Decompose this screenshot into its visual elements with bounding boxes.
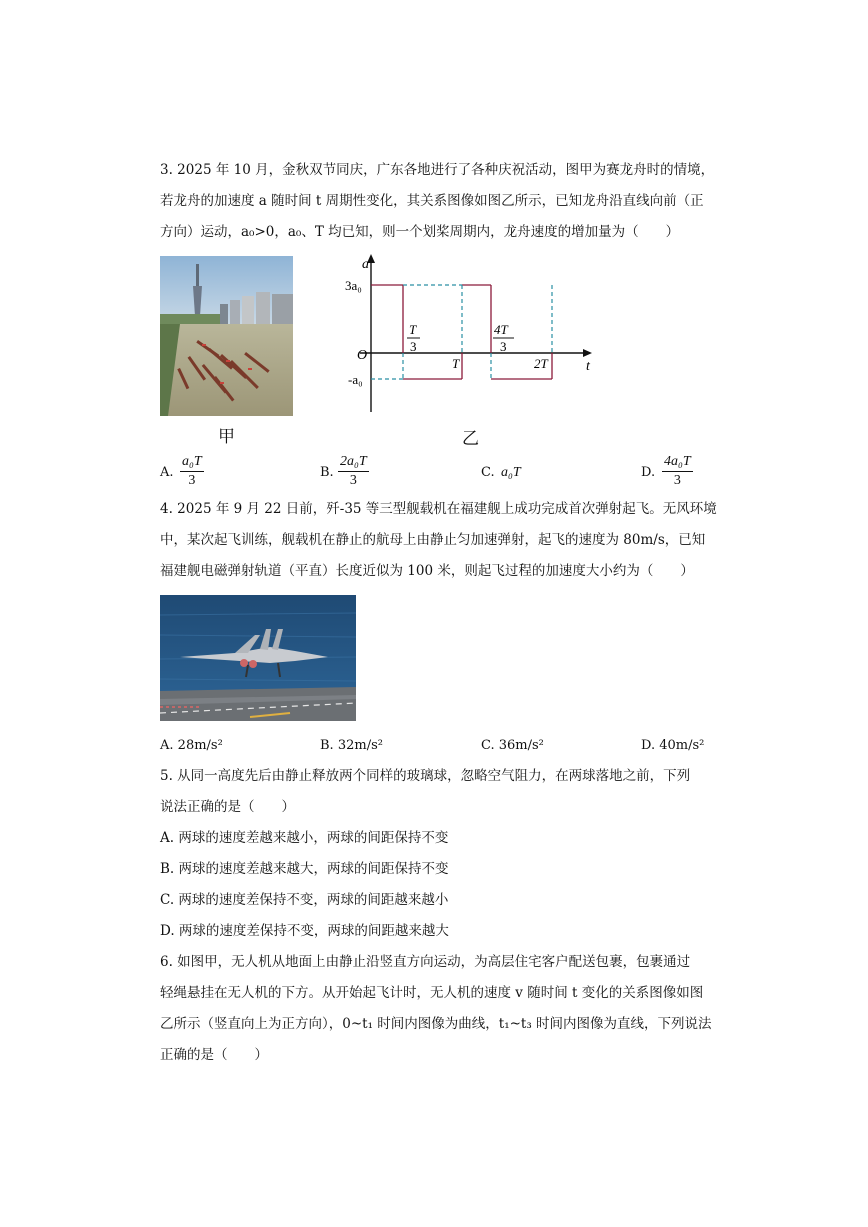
graph-origin-label: O	[357, 348, 368, 363]
tick-T3-num: T	[409, 322, 417, 337]
graph-caption-yi: 乙	[462, 429, 479, 449]
graph-label-a: a	[362, 257, 369, 272]
a-t-graph	[340, 252, 602, 420]
q3-option-a-fraction	[180, 454, 204, 489]
q3-option-d-letter: D.	[641, 465, 656, 480]
q4-line-1: 4. 2025 年 9 月 22 日前，歼-35 等三型舰载机在福建舰上成功完成首次弹射起飞。无风环境	[160, 501, 717, 517]
photo-caption-jia: 甲	[218, 427, 235, 447]
q6-line-1: 6. 如图甲，无人机从地面上由静止沿竖直方向运动，为高层住宅客户配送包裹，包裹通过	[160, 954, 691, 970]
q3-option-a-den: 3	[188, 473, 196, 488]
graph-label-3a0: 3a₀	[345, 278, 362, 293]
tick-4T3-num: 4T	[494, 322, 508, 337]
q3-option-b-num: 2a₀T	[338, 454, 369, 472]
x-axis-arrow	[583, 349, 592, 357]
tick-T: T	[452, 356, 460, 371]
q3-option-d-den: 3	[673, 473, 681, 488]
q3-option-d-fraction	[662, 454, 693, 489]
q4-option-a-letter: A.	[160, 738, 174, 753]
q4-option-a-text: 28m/s²	[177, 738, 223, 753]
q5-option-a: A. 两球的速度差越来越小，两球的间距保持不变	[160, 830, 449, 846]
graph-label-t: t	[586, 359, 590, 374]
q3-option-a-num: a₀T	[180, 454, 204, 472]
tick-T3-den: 3	[410, 339, 417, 354]
q5-line-1: 5. 从同一高度先后由静止释放两个同样的玻璃球，忽略空气阻力，在两球落地之前，下列	[160, 768, 691, 784]
q3-option-c-expr: a₀T	[501, 465, 521, 480]
q4-option-b-letter: B.	[320, 738, 334, 753]
carrier-jet-photo	[160, 595, 356, 721]
q4-option-d	[641, 736, 704, 756]
q5-option-c: C. 两球的速度差保持不变，两球的间距越来越小	[160, 892, 449, 908]
q4-line-2: 中，某次起飞训练，舰载机在静止的航母上由静止匀加速弹射，起飞的速度为 80m/s，已知	[160, 532, 706, 548]
q4-option-c	[481, 736, 544, 756]
q4-option-a	[160, 736, 223, 756]
q3-option-d-num: 4a₀T	[662, 454, 693, 472]
q4-option-c-text: 36m/s²	[498, 738, 544, 753]
q4-option-b-text: 32m/s²	[337, 738, 383, 753]
q3-line-2: 若龙舟的加速度 a 随时间 t 周期性变化，其关系图像如图乙所示，已知龙舟沿直线向前（正	[160, 193, 704, 209]
q3-option-c-letter: C.	[481, 465, 495, 480]
q4-option-c-letter: C.	[481, 738, 495, 753]
q3-line-1: 3. 2025 年 10 月，金秋双节同庆，广东各地进行了各种庆祝活动，图甲为赛龙舟时的情境，	[160, 162, 715, 178]
q4-line-3: 福建舰电磁弹射轨道（平直）长度近似为 100 米，则起飞过程的加速度大小约为（ ）	[160, 563, 694, 579]
q5-option-d: D. 两球的速度差保持不变，两球的间距越来越大	[160, 923, 449, 939]
q6-line-3: 乙所示（竖直向上为正方向），0~t₁ 时间内图像为曲线，t₁~t₃ 时间内图像为直线，下列说法	[160, 1016, 712, 1032]
q4-option-b	[320, 736, 383, 756]
q3-line-3: 方向）运动，a₀>0，a₀、T 均已知，则一个划桨周期内，龙舟速度的增加量为（ ）	[160, 224, 680, 240]
q5-option-b: B. 两球的速度差越来越大，两球的间距保持不变	[160, 861, 449, 877]
q3-option-b-fraction	[338, 454, 369, 489]
q6-line-2: 轻绳悬挂在无人机的下方。从开始起飞计时，无人机的速度 v 随时间 t 变化的关系图像如图	[160, 985, 704, 1001]
q4-option-d-text: 40m/s²	[659, 738, 705, 753]
q3-option-b-den: 3	[349, 473, 357, 488]
tick-2T: 2T	[534, 356, 548, 371]
q3-option-b-letter: B.	[320, 465, 334, 480]
tick-4T3-den: 3	[500, 339, 507, 354]
q3-option-a-letter: A.	[160, 465, 174, 480]
q4-option-d-letter: D.	[641, 738, 656, 753]
q5-line-2: 说法正确的是（ ）	[160, 799, 295, 815]
q6-line-4: 正确的是（ ）	[160, 1047, 268, 1063]
graph-label-neg-a0: -a₀	[348, 372, 363, 387]
dragon-boat-photo	[160, 256, 293, 416]
